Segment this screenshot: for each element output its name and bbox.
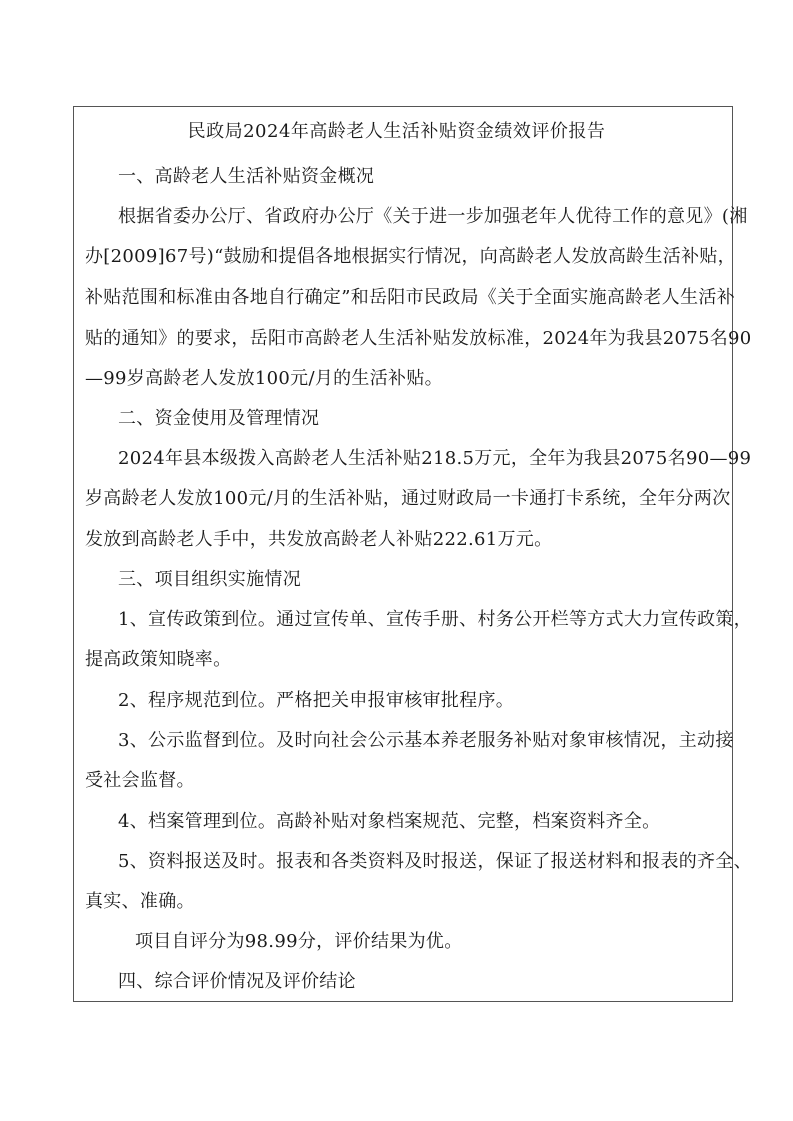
paragraph-line: 贴的通知》的要求，岳阳市高龄老人生活补贴发放标准，2024年为我县2075名90 bbox=[85, 328, 752, 349]
paragraph-line: 2、程序规范到位。严格把关申报审核审批程序。 bbox=[118, 690, 515, 711]
section-heading-2: 二、资金使用及管理情况 bbox=[118, 408, 320, 429]
section-heading-4: 四、综合评价情况及评价结论 bbox=[118, 971, 356, 992]
paragraph-line: 岁高龄老人发放100元/月的生活补贴，通过财政局一卡通打卡系统，全年分两次 bbox=[85, 488, 731, 509]
section-heading-3: 三、项目组织实施情况 bbox=[118, 569, 301, 590]
paragraph-line: —99岁高龄老人发放100元/月的生活补贴。 bbox=[85, 368, 443, 389]
paragraph-line: 办[2009]67号)“鼓励和提倡各地根据实行情况，向高龄老人发放高龄生活补贴， bbox=[85, 246, 736, 267]
paragraph-line: 项目自评分为98.99分，评价结果为优。 bbox=[135, 931, 463, 952]
paragraph-line: 5、资料报送及时。报表和各类资料及时报送，保证了报送材料和报表的齐全、 bbox=[118, 851, 752, 872]
paragraph-line: 发放到高龄老人手中，共发放高龄老人补贴222.61万元。 bbox=[85, 529, 553, 550]
paragraph-line: 1、宣传政策到位。通过宣传单、宣传手册、村务公开栏等方式大力宣传政策， bbox=[118, 609, 752, 630]
paragraph-line: 2024年县本级拨入高龄老人生活补贴218.5万元，全年为我县2075名90—99 bbox=[118, 448, 752, 469]
paragraph-line: 真实、准确。 bbox=[85, 891, 195, 912]
paragraph-line: 根据省委办公厅、省政府办公厅《关于进一步加强老年人优待工作的意见》(湘 bbox=[118, 206, 748, 227]
paragraph-line: 补贴范围和标准由各地自行确定”和岳阳市民政局《关于全面实施高龄老人生活补 bbox=[85, 287, 735, 308]
paragraph-line: 3、公示监督到位。及时向社会公示基本养老服务补贴对象审核情况，主动接 bbox=[118, 730, 734, 751]
paragraph-line: 受社会监督。 bbox=[85, 770, 195, 791]
paragraph-line: 4、档案管理到位。高龄补贴对象档案规范、完整，档案资料齐全。 bbox=[118, 811, 661, 832]
report-title: 民政局2024年高龄老人生活补贴资金绩效评价报告 bbox=[187, 121, 606, 142]
section-heading-1: 一、高龄老人生活补贴资金概况 bbox=[118, 166, 375, 187]
paragraph-line: 提高政策知晓率。 bbox=[85, 649, 232, 670]
